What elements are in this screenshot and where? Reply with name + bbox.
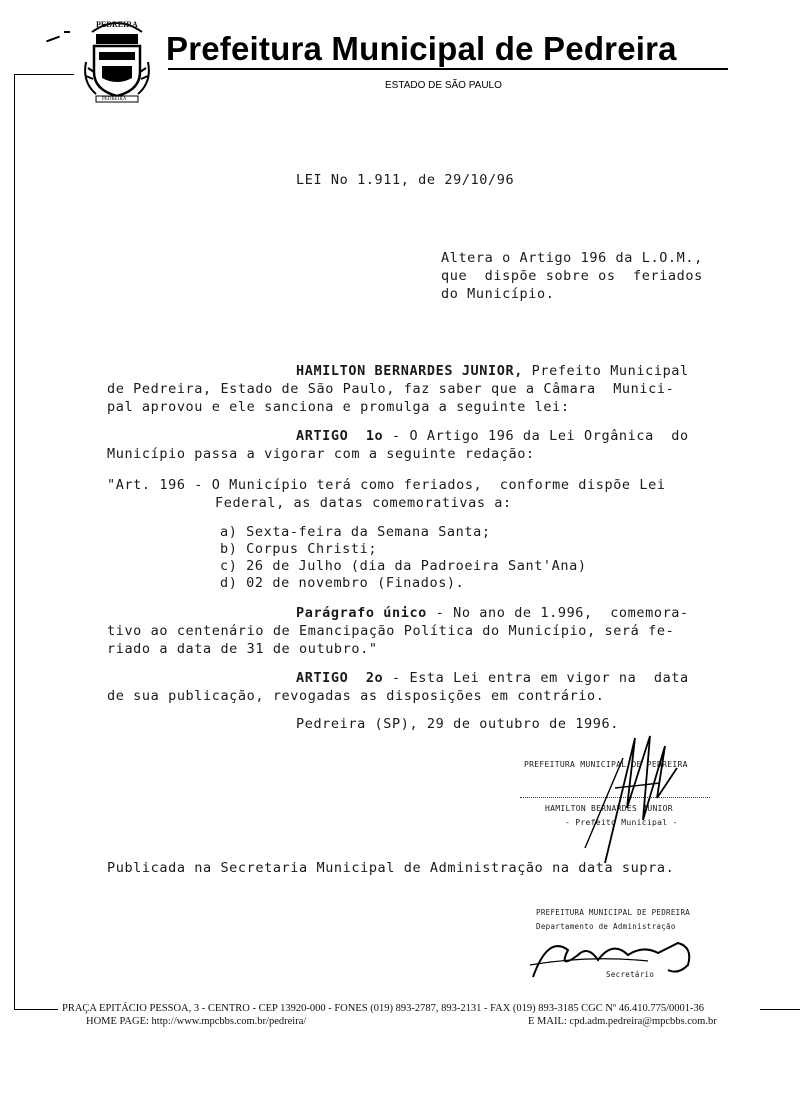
paragraph-line (296, 605, 689, 621)
holiday-item: c) 26 de Julho (dia da Padroeira Sant'Ana) (220, 558, 587, 574)
law-title: LEI No 1.911, de 29/10/96 (296, 172, 515, 188)
signature-2-line: Departamento de Administração (536, 922, 676, 931)
signature-1-line: PREFEITURA MUNICIPAL DE PEDREIRA (524, 760, 688, 769)
footer-email: E MAIL: cpd.adm.pedreira@mpcbbs.com.br (528, 1016, 717, 1027)
scan-speck (46, 36, 60, 43)
footer-address: PRAÇA EPITÁCIO PESSOA, 3 - CENTRO - CEP 13920-000 - FONES (019) 893-2787, 893-2131 - FAX (019) 893-3185 CGC Nº 46.410.775/0001-36 (62, 1003, 705, 1014)
quote-line: "Art. 196 - O Município terá como feriados, conforme dispõe Lei (107, 477, 666, 493)
paragraph-label: Parágrafo único (296, 605, 427, 621)
mayor-name: HAMILTON BERNARDES JUNIOR, (296, 363, 523, 379)
signature-2-line: PREFEITURA MUNICIPAL DE PEDREIRA (536, 908, 691, 917)
footer-rule-right (760, 1009, 800, 1010)
signature-2-line: Secretário (606, 970, 655, 979)
preamble-line: pal aprovou e ele sanciona e promulga a seguinte lei: (107, 399, 570, 415)
signature-1-line: - Prefeito Municipal - (565, 818, 678, 827)
article-1-label: ARTIGO 1o (296, 428, 384, 444)
holiday-item: a) Sexta-feira da Semana Santa; (220, 524, 491, 540)
state-name: ESTADO DE SÃO PAULO (385, 80, 502, 91)
article-1-line (296, 428, 689, 444)
article-2-label: ARTIGO 2o (296, 670, 384, 686)
paragraph-text: - No ano de 1.996, comemora- (426, 605, 689, 621)
scan-speck (64, 31, 70, 33)
preamble-rest: Prefeito Municipal (522, 363, 689, 379)
municipal-crest (82, 12, 152, 108)
mayor-signature (565, 728, 685, 868)
publication-note: Publicada na Secretaria Municipal de Administração na data supra. (107, 860, 675, 876)
paragraph-cont: riado a data de 31 de outubro." (107, 641, 378, 657)
footer-rule-left (14, 1009, 58, 1010)
left-frame-line (14, 74, 15, 1009)
holiday-item: b) Corpus Christi; (220, 541, 378, 557)
signature-1-line: HAMILTON BERNARDES JUNIOR (545, 804, 673, 813)
preamble-first-line (296, 363, 689, 379)
footer-homepage: HOME PAGE: http://www.mpcbbs.com.br/pedreira/ (86, 1016, 307, 1027)
preamble-line: de Pedreira, Estado de São Paulo, faz saber que a Câmara Munici- (107, 381, 675, 397)
article-2-cont: de sua publicação, revogadas as disposições em contrário. (107, 688, 605, 704)
place-date: Pedreira (SP), 29 de outubro de 1996. (296, 716, 619, 732)
law-summary-line: Altera o Artigo 196 da L.O.M., (441, 250, 703, 266)
header-underline (168, 68, 728, 70)
paragraph-cont: tivo ao centenário de Emancipação Política do Município, será fe- (107, 623, 675, 639)
article-1-cont: Município passa a vigorar com a seguinte redação: (107, 446, 535, 462)
holiday-item: d) 02 de novembro (Finados). (220, 575, 465, 591)
page-title: Prefeitura Municipal de Pedreira (166, 30, 677, 67)
header-rule-left (14, 74, 74, 75)
crest-bottom-text: PEDREIRA (102, 97, 127, 102)
article-1-text: - O Artigo 196 da Lei Orgânica do (383, 428, 689, 444)
law-summary-line: do Município. (441, 286, 555, 302)
article-2-text: - Esta Lei entra em vigor na data (383, 670, 689, 686)
article-2-line (296, 670, 689, 686)
quote-line: Federal, as datas comemorativas a: (215, 495, 512, 511)
law-summary-line: que dispõe sobre os feriados (441, 268, 703, 284)
crest-top-text: PEDREIRA (96, 20, 138, 29)
